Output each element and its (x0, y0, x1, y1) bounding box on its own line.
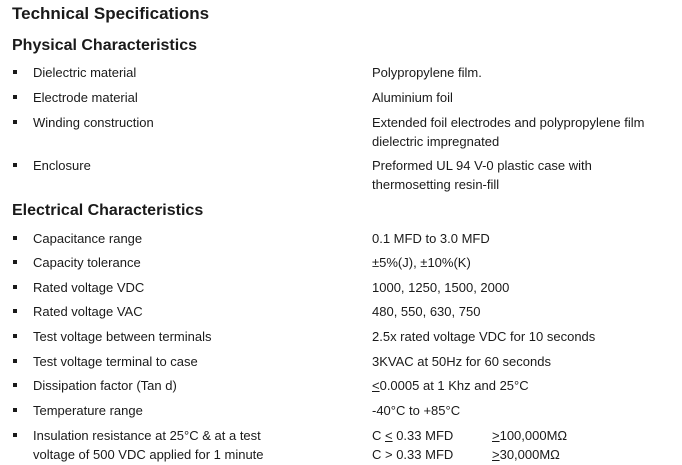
spec-label-line: Insulation resistance at 25°C & at a test (33, 428, 261, 443)
spec-label: Capacitance range (33, 231, 143, 246)
spec-label: Temperature range (33, 403, 143, 418)
spec-value-text: C (372, 428, 385, 443)
section-heading-physical: Physical Characteristics (12, 37, 197, 54)
bullet-icon (13, 309, 17, 313)
spec-label: Rated voltage VDC (33, 280, 145, 295)
spec-label (33, 426, 264, 464)
bullet-icon (13, 163, 17, 167)
bullet-icon (13, 260, 17, 264)
spec-value (372, 156, 678, 194)
spec-value-text: 100,000MΩ (499, 428, 568, 443)
spec-value (372, 376, 678, 395)
spec-value: -40°C to +85°C (372, 403, 461, 418)
spec-label: Winding construction (33, 115, 154, 130)
spec-value-text: 0.0005 at 1 Khz and 25°C (379, 378, 529, 393)
spec-value: 480, 550, 630, 750 (372, 304, 481, 319)
spec-value-line (372, 428, 453, 443)
resistance-value (492, 445, 560, 464)
spec-value: Aluminium foil (372, 90, 453, 105)
spec-value: 3KVAC at 50Hz for 60 seconds (372, 354, 551, 369)
spec-value-text: 30,000MΩ (499, 447, 560, 462)
spec-label: Electrode material (33, 90, 138, 105)
spec-value: ±5%(J), ±10%(K) (372, 255, 471, 270)
bullet-icon (13, 70, 17, 74)
spec-label: Test voltage terminal to case (33, 354, 198, 369)
spec-label: Dielectric material (33, 65, 137, 80)
bullet-icon (13, 95, 17, 99)
bullet-icon (13, 359, 17, 363)
spec-value: 0.1 MFD to 3.0 MFD (372, 231, 490, 246)
section-heading-electrical: Electrical Characteristics (12, 202, 204, 219)
spec-value-line: thermosetting resin-fill (372, 177, 500, 192)
spec-label: Dissipation factor (Tan d) (33, 378, 177, 393)
spec-label: Rated voltage VAC (33, 304, 143, 319)
greater-equal-symbol: > (492, 428, 500, 443)
spec-value (372, 426, 678, 464)
spec-label: Test voltage between terminals (33, 329, 212, 344)
greater-equal-symbol: > (492, 447, 500, 462)
resistance-value (492, 426, 567, 445)
bullet-icon (13, 408, 17, 412)
bullet-icon (13, 334, 17, 338)
spec-label: Enclosure (33, 158, 91, 173)
spec-value (372, 113, 678, 151)
spec-value-line: Extended foil electrodes and polypropylene film (372, 115, 645, 130)
less-equal-symbol: < (372, 378, 380, 393)
spec-value-line: Preformed UL 94 V-0 plastic case with (372, 158, 592, 173)
spec-label-line: voltage of 500 VDC applied for 1 minute (33, 447, 264, 462)
bullet-icon (13, 236, 17, 240)
spec-label: Capacity tolerance (33, 255, 141, 270)
spec-value: Polypropylene film. (372, 65, 482, 80)
less-equal-symbol: < (385, 428, 393, 443)
bullet-icon (13, 120, 17, 124)
spec-value-line: dielectric impregnated (372, 134, 500, 149)
spec-value-line: C > 0.33 MFD (372, 447, 454, 462)
spec-value-text: 0.33 MFD (392, 428, 454, 443)
spec-value: 2.5x rated voltage VDC for 10 seconds (372, 329, 596, 344)
bullet-icon (13, 383, 17, 387)
spec-value: 1000, 1250, 1500, 2000 (372, 280, 510, 295)
page-title: Technical Specifications (12, 4, 210, 23)
bullet-icon (13, 285, 17, 289)
bullet-icon (13, 433, 17, 437)
